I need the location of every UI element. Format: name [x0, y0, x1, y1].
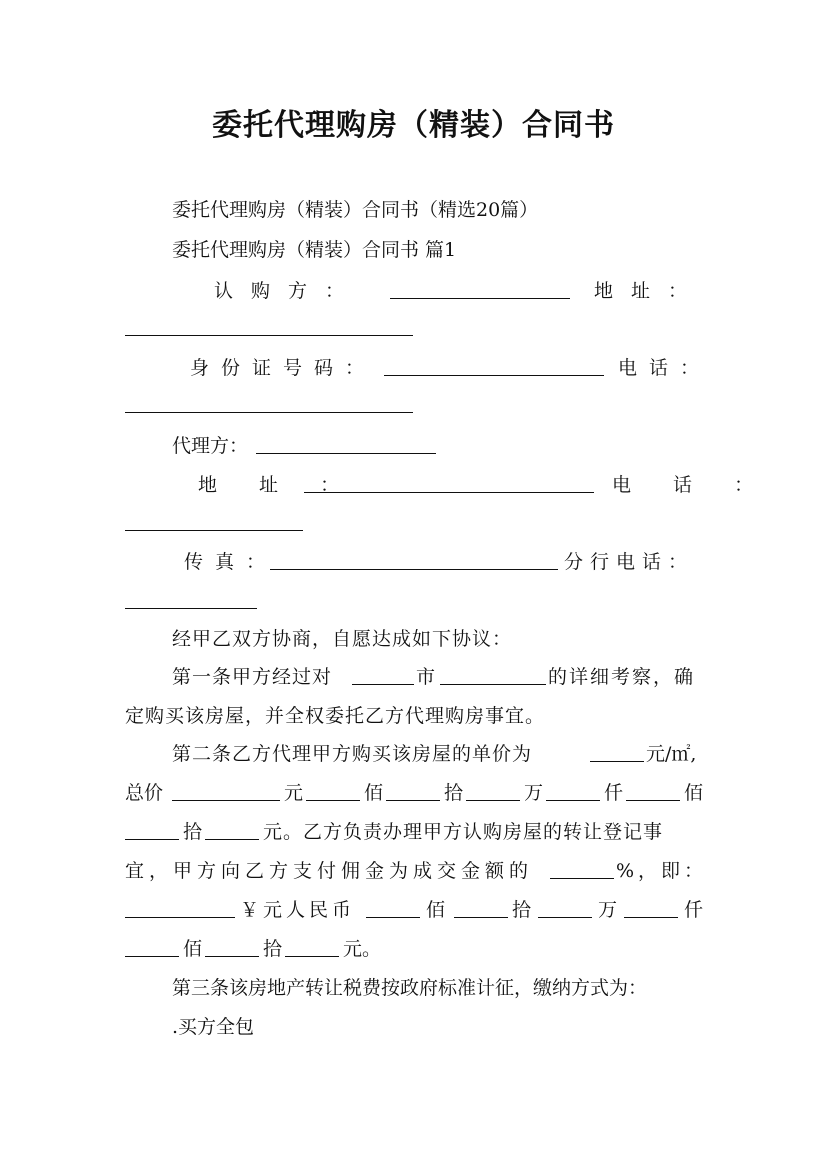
document-title: 委托代理购房（精装）合同书 [212, 108, 615, 143]
address-label: 地址： [594, 280, 706, 302]
art2-end: 元。 [343, 938, 382, 960]
total-blank[interactable] [172, 800, 280, 801]
art3-option: .买方全包 [172, 1016, 255, 1038]
wan-blank[interactable] [466, 800, 520, 801]
phone-blank[interactable] [125, 412, 413, 413]
art1-city: 市 [416, 666, 436, 688]
fax-blank[interactable] [270, 569, 558, 570]
phone-label: 电话： [618, 357, 712, 379]
shi2-blank[interactable] [125, 839, 179, 840]
unit-shi-2: 拾 [183, 821, 203, 843]
rmb-qian-blank[interactable] [624, 917, 678, 918]
buyer-blank[interactable] [390, 298, 570, 299]
unit-wan: 万 [524, 782, 544, 804]
art2-line4: 宜，甲方向乙方支付佣金为成交金额的 [125, 860, 534, 882]
agent-phone-blank[interactable] [125, 530, 303, 531]
agent-phone-label: 电 话 ： [612, 474, 772, 496]
branch-phone-blank[interactable] [125, 608, 257, 609]
art1-text-b: 的详细考察，确 [548, 666, 696, 688]
pct-blank[interactable] [550, 878, 614, 879]
art1-blank-2[interactable] [440, 684, 546, 685]
art1-blank-1[interactable] [352, 684, 414, 685]
art2-pct: %，即： [616, 860, 708, 882]
qian-blank[interactable] [546, 800, 600, 801]
unit-qian: 仟 [604, 782, 624, 804]
art1-text-c: 定购买该房屋，并全权委托乙方代理购房事宜。 [125, 705, 546, 727]
art2-total-label: 总价 [125, 782, 164, 804]
rmb-unit-wan: 万 [598, 899, 618, 921]
address-blank[interactable] [125, 335, 413, 336]
unit-shi: 拾 [444, 782, 464, 804]
rmb-yuan-blank[interactable] [285, 956, 339, 957]
bai2-blank[interactable] [626, 800, 680, 801]
rmb-shi-blank[interactable] [454, 917, 508, 918]
agent-blank[interactable] [256, 453, 436, 454]
unit-yuan: 元 [284, 782, 304, 804]
agreement-line: 经甲乙双方协商，自愿达成如下协议： [172, 628, 513, 650]
art2-rmb: ￥元人民币 [240, 899, 356, 921]
rmb-blank[interactable] [125, 917, 235, 918]
rmb-unit-bai-2: 佰 [183, 938, 203, 960]
buyer-label: 认购方： [214, 280, 363, 302]
rmb-bai-blank[interactable] [366, 917, 420, 918]
branch-phone-label: 分行电话： [564, 551, 695, 573]
fax-label: 传真： [184, 551, 278, 573]
rmb-shi2-blank[interactable] [205, 956, 259, 957]
rmb-wan-blank[interactable] [538, 917, 592, 918]
unit-bai: 佰 [364, 782, 384, 804]
unit-bai-2: 佰 [684, 782, 704, 804]
subtitle-line: 委托代理购房（精装）合同书（精选20篇） [172, 199, 539, 221]
art2-unit: 元/㎡, [646, 743, 697, 765]
rmb-unit-bai: 佰 [426, 899, 446, 921]
art2-line3-tail: 元。乙方负责办理甲方认购房屋的转让登记事 [263, 821, 664, 843]
rmb-unit-shi: 拾 [512, 899, 532, 921]
rmb-bai2-blank[interactable] [125, 956, 179, 957]
art3-line: 第三条该房地产转让税费按政府标准计征，缴纳方式为： [172, 977, 648, 999]
chapter-line: 委托代理购房（精装）合同书 篇1 [172, 239, 457, 261]
art1-text-a: 第一条甲方经过对 [172, 666, 333, 688]
agent-label: 代理方： [172, 435, 249, 457]
art2-price-blank[interactable] [590, 761, 644, 762]
bai-blank[interactable] [306, 800, 360, 801]
shi-blank[interactable] [386, 800, 440, 801]
rmb-unit-qian: 仟 [684, 899, 704, 921]
agent-address-label: 地 址 ： [198, 474, 358, 496]
id-label: 身份证号码： [190, 357, 377, 379]
art2-text-a: 第二条乙方代理甲方购买该房屋的单价为 [172, 743, 533, 765]
agent-address-blank[interactable] [304, 492, 594, 493]
id-blank[interactable] [384, 375, 604, 376]
yuan-blank[interactable] [205, 839, 259, 840]
rmb-unit-shi-2: 拾 [263, 938, 283, 960]
